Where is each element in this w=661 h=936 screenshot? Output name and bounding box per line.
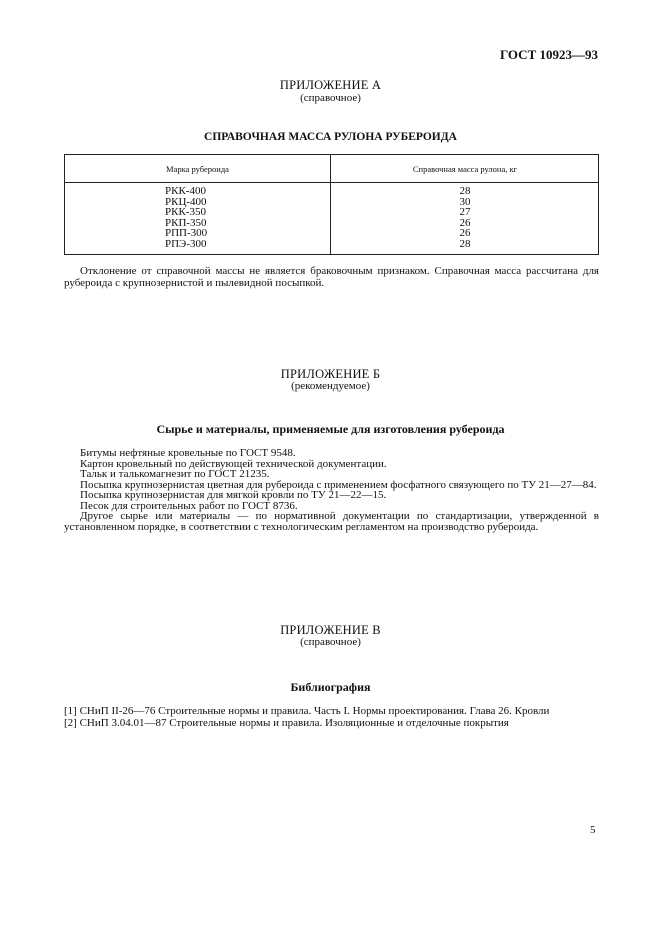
table-header-mark: Марка рубероида [166, 164, 229, 174]
page-number: 5 [590, 824, 596, 836]
table-cell-mass: 26 [459, 216, 471, 229]
table-cell-mark: РПЭ-300 [165, 237, 207, 250]
table-cell-mass: 30 [459, 195, 471, 208]
appendix-c-title: ПРИЛОЖЕНИЕ В [280, 623, 381, 637]
bibliography-list [64, 706, 549, 729]
table-cell-mass: 26 [459, 227, 471, 240]
standard-number: ГОСТ 10923—93 [499, 47, 598, 62]
table-cell-mark: РКЦ-400 [165, 195, 207, 208]
appendix-c-note: (справочное) [300, 636, 361, 648]
appendix-a-paragraph: Отклонение от справочной массы не является браковочным признаком. Справочная масса рассчитана для рубероида с крупнозернистой и пылевидной посыпкой. [64, 265, 599, 289]
appendix-a-note: (справочное) [300, 92, 361, 104]
appendix-c-heading: Библиография [290, 680, 371, 694]
list-item: Песок для строительных работ по ГОСТ 8736. [80, 499, 298, 512]
list-item: Посыпка крупнозернистая для мягкой кровли по ТУ 21—22—15. [80, 489, 387, 501]
table-cell-mark: РКП-350 [165, 216, 207, 229]
appendix-a-heading: СПРАВОЧНАЯ МАССА РУЛОНА РУБЕРОИДА [204, 131, 457, 143]
table-cell-mark: РКК-400 [165, 185, 206, 197]
list-item: Картон кровельный по действующей технической документации. [80, 457, 387, 470]
table-column-masses [330, 186, 600, 250]
list-item: [2] СНиП 3.04.01—87 Строительные нормы и правила. Изоляционные и отделочные покрытия [64, 716, 509, 729]
table-column-marks [165, 186, 245, 250]
list-item: Другое сырье или материалы — по нормативной документации по стандартизации, утвержденной в установленном порядке, в соответствии с технологическим регламентом на производство рубероида. [64, 510, 599, 533]
materials-list [64, 448, 599, 532]
appendix-a-title: ПРИЛОЖЕНИЕ А [279, 78, 382, 92]
list-item: [1] СНиП II-26—76 Строительные нормы и правила. Часть I. Нормы проектирования. Глава 26. Кровли [64, 705, 550, 717]
list-item: Посыпка крупнозернистая цветная для рубероида с применением фосфатного связующего по ТУ 21—27—84. [80, 478, 597, 491]
table-cell-mass: 28 [459, 185, 471, 197]
list-item: Тальк и талькомагнезит по ГОСТ 21235. [80, 468, 270, 480]
table-cell-mass: 27 [459, 206, 471, 219]
table-cell-mark: РПП-300 [165, 227, 208, 240]
table-cell-mass: 28 [459, 237, 471, 250]
table-header-mass: Справочная масса рулона, кг [412, 164, 518, 174]
appendix-b-note: (рекомендуемое) [291, 380, 370, 392]
table-cell-mark: РКК-350 [165, 206, 206, 219]
list-item: Битумы нефтяные кровельные по ГОСТ 9548. [80, 447, 296, 459]
appendix-b-title: ПРИЛОЖЕНИЕ Б [280, 367, 381, 381]
appendix-b-heading: Сырье и материалы, применяемые для изготовления рубероида [156, 422, 505, 436]
reference-mass-table [64, 154, 599, 255]
